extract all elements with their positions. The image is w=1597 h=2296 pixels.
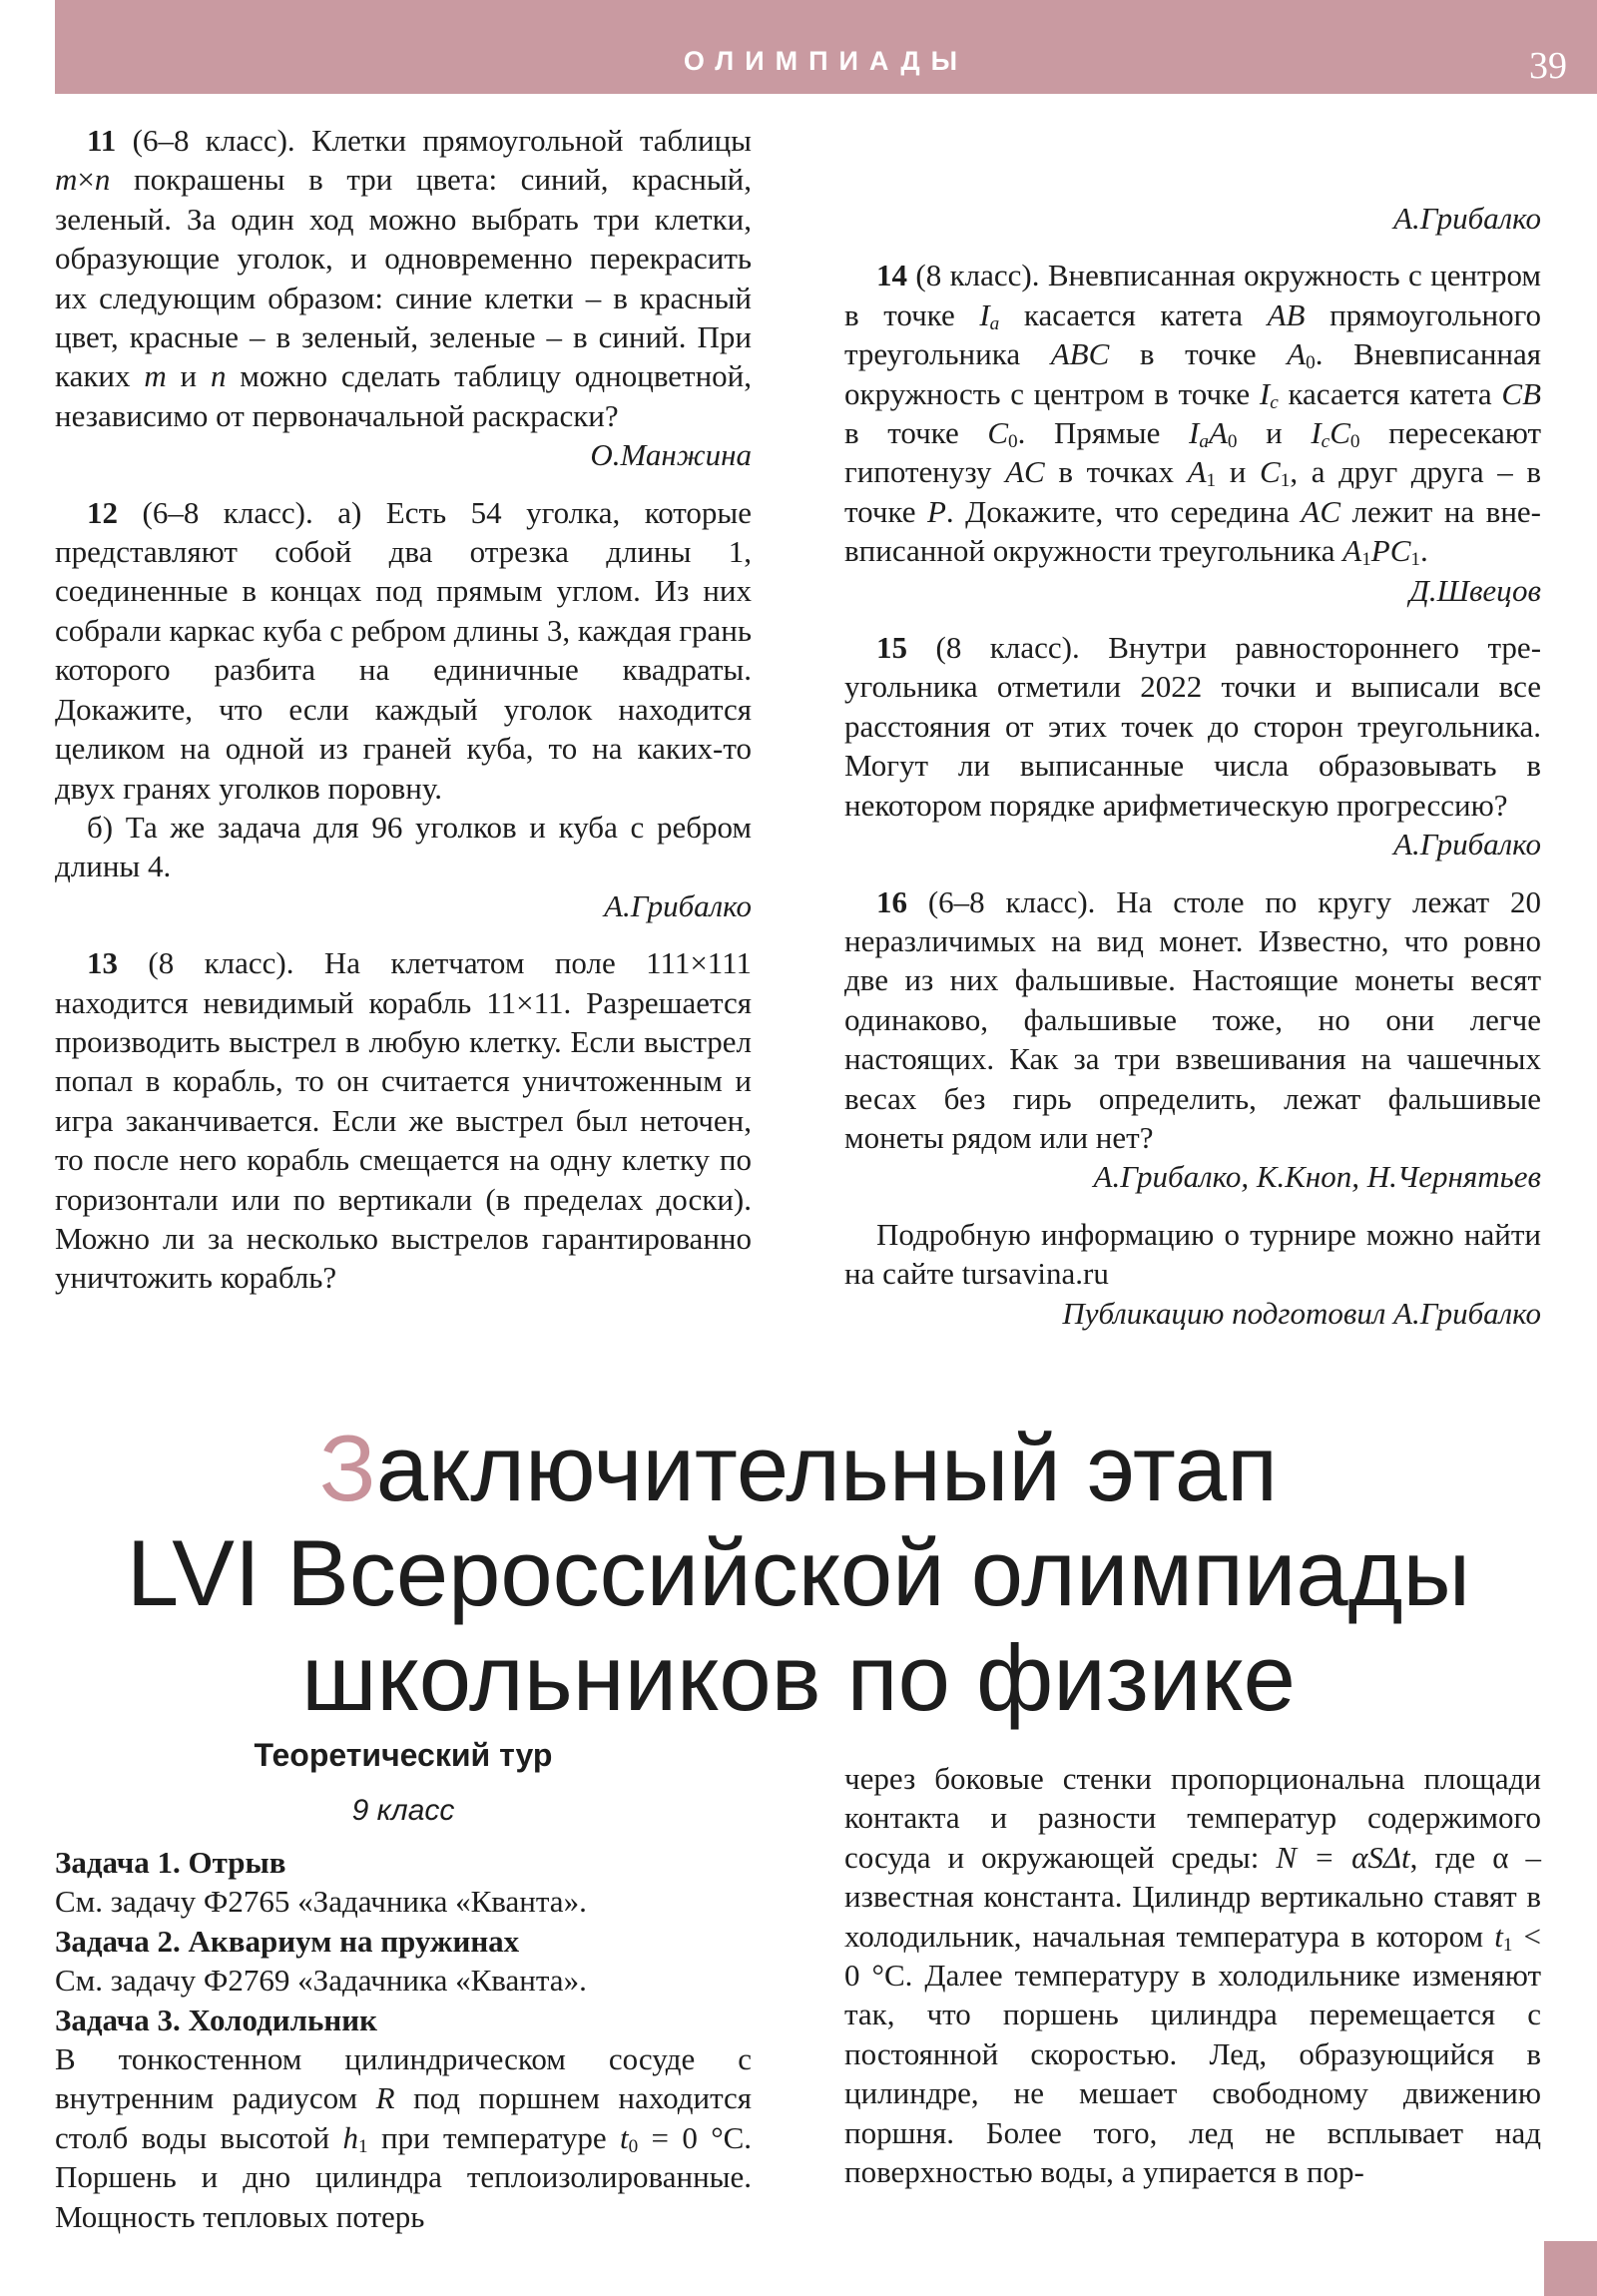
task-3-text-part-1: В тонкостенном цилиндрическом сосуде с внутренним радиусом R под поршнем находится столб воды высотой $h_1$ при температуре $t_0 = 0$ °C. Поршень и дно цилиндра теплоизолированные. Мощность тепловых потерь [55,2041,753,2234]
column-left-bottom [55,1843,752,2236]
article-title-line-1: Заключительный этап [318,1416,1279,1520]
problem-15: 15 (8 класс). Внутри равностороннего треугольника отметили 2022 точки и выписали все расстояния от этих точек до сторон треугольника. Могут ли выписанные числа образовывать в некотором порядке арифметическую прогрессию? [844,630,1542,823]
title-initial-letter: З [318,1416,376,1520]
problem-12: 12 (6–8 класс). а) Есть 54 уголка, которые представляют собой два отрезка длины 1, соединенные в концах под прямым углом. Из них собрали каркас куба с ребром длины 3, каждая грань которого разбита на единичные квадраты. Докажите, что если каждый уголок находится целиком на одной из граней куба, то на каких-то двух гранях уголков поровну. [55,494,753,806]
problem-14: 14 (8 класс). Вневписанная окружность с центром в точке $I_a$ касается катета AB прямоугольного треугольника ABC в точке $A_0$. Вневписанная окружность с центром в точке $I_c$ касается катета CB в точке $C_0$. Прямые $I_aA_0$ и $I_cC_0$ пересекают гипотенузу AC в точках $A_1$ и $C_1$, а друг друга – в точке P. Докажите, что середина AC лежит на вневписанной окружности треугольника $A_1PC_1$. [844,258,1542,571]
problem-15-author: А.Грибалко [1393,827,1541,862]
prepared-by: Публикацию подготовил А.Грибалко [1062,1295,1541,1331]
problem-11-author: О.Манжина [590,437,752,473]
section-title-header: ОЛИМПИАДЫ [683,46,969,76]
problem-13: 13 (8 класс). На клетчатом поле 111×111 находится невидимый корабль 11×11. Разрешается производить выстрел в любую клетку. Если выстрел попал в корабль, то он считается уничтоженным и игра заканчивается. Если же выстрел был неточен, то после него корабль смещается на одну клетку по горизонтали или по вертикали (в пределах доски). Можно ли за несколько выстрелов гарантированно уничтожить корабль? [55,945,753,1296]
task-1-title: Задача 1. Отрыв [55,1845,286,1880]
problem-11: 11 (6–8 класс). Клетки прямоугольной таблицы m×n покрашены в три цвета: синий, красный, зеленый. За один ход можно выбрать три клетки, образующие уголок, и одновременно перекрасить их следующим образом: синие клетки – в красный цвет, красные – в зеленый, зеленые – в синий. При каких m и n можно сделать таблицу одноцветной, независимо от первоначальной раскраски? [55,123,753,433]
problem-14-author: Д.Швецов [1409,572,1541,608]
article-title-line-2: LVI Всероссийской олимпиады [126,1520,1471,1625]
page-number: 39 [1529,45,1567,87]
column-right-top [844,121,1541,1333]
page-corner-marker [1544,2241,1597,2296]
problem-16: 16 (6–8 класс). На столе по кругу лежат 20 неразличимых на вид монет. Известно, что ровно две из них фальшивые. Настоящие монеты весят одинаково, фальшивые тоже, но они легче настоящих. Как за три взвешивания на чашечных весах без гирь определить, лежат фальшивые монеты рядом или нет? [844,883,1542,1155]
problem-12-author: А.Грибалко [604,887,752,923]
task-2-text: См. задачу Ф2769 «Задачника «Кванта». [55,1963,587,1999]
column-left-top [55,121,752,1298]
tournament-info: Подробную информацию о турнире можно найти на сайте tursavina.ru [844,1216,1541,1292]
task-3-title: Задача 3. Холодильник [55,2002,377,2037]
task-3-text-part-2: через боковые стенки пропорциональна площади контакта и разности температур содержимого сосуда и окружающей среды: N = αSΔt, где α – известная константа. Цилиндр вертикально ставят в холодильник, начальная температура в котором $t_1 < 0$ °C. Далее температуру в холодильнике изменяют так, что поршень цилиндра перемещается с постоянной скоростью. Лед, образующийся в цилиндре, не мешает свободному движению поршня. Более того, лед не всплывает над поверхностью воды, а упирается в пор- [844,1761,1541,2190]
grade-heading: 9 класс [351,1794,455,1827]
section-heading: Теоретический тур [254,1737,553,1773]
task-3-continuation: через боковые стенки пропорциональна площади контакта и разности температур содержимого сосуда и окружающей среды: [844,1761,1541,1875]
problem-12-part-b: б) Та же задача для 96 уголков и куба с ребром длины 4. [55,809,752,884]
problem-13-author: А.Грибалко [1393,201,1541,236]
article-title [0,1416,1597,1730]
page-header [55,0,1597,94]
article-title-line-3: школьников по физике [301,1625,1296,1730]
column-right-bottom [844,1759,1541,2191]
task-2-title: Задача 2. Аквариум на пружинах [55,1923,520,1959]
task-1-text: См. задачу Ф2765 «Задачника «Кванта». [55,1884,587,1920]
problem-16-author: А.Грибалко, К.Кноп, Н.Чернятьев [1093,1159,1541,1195]
